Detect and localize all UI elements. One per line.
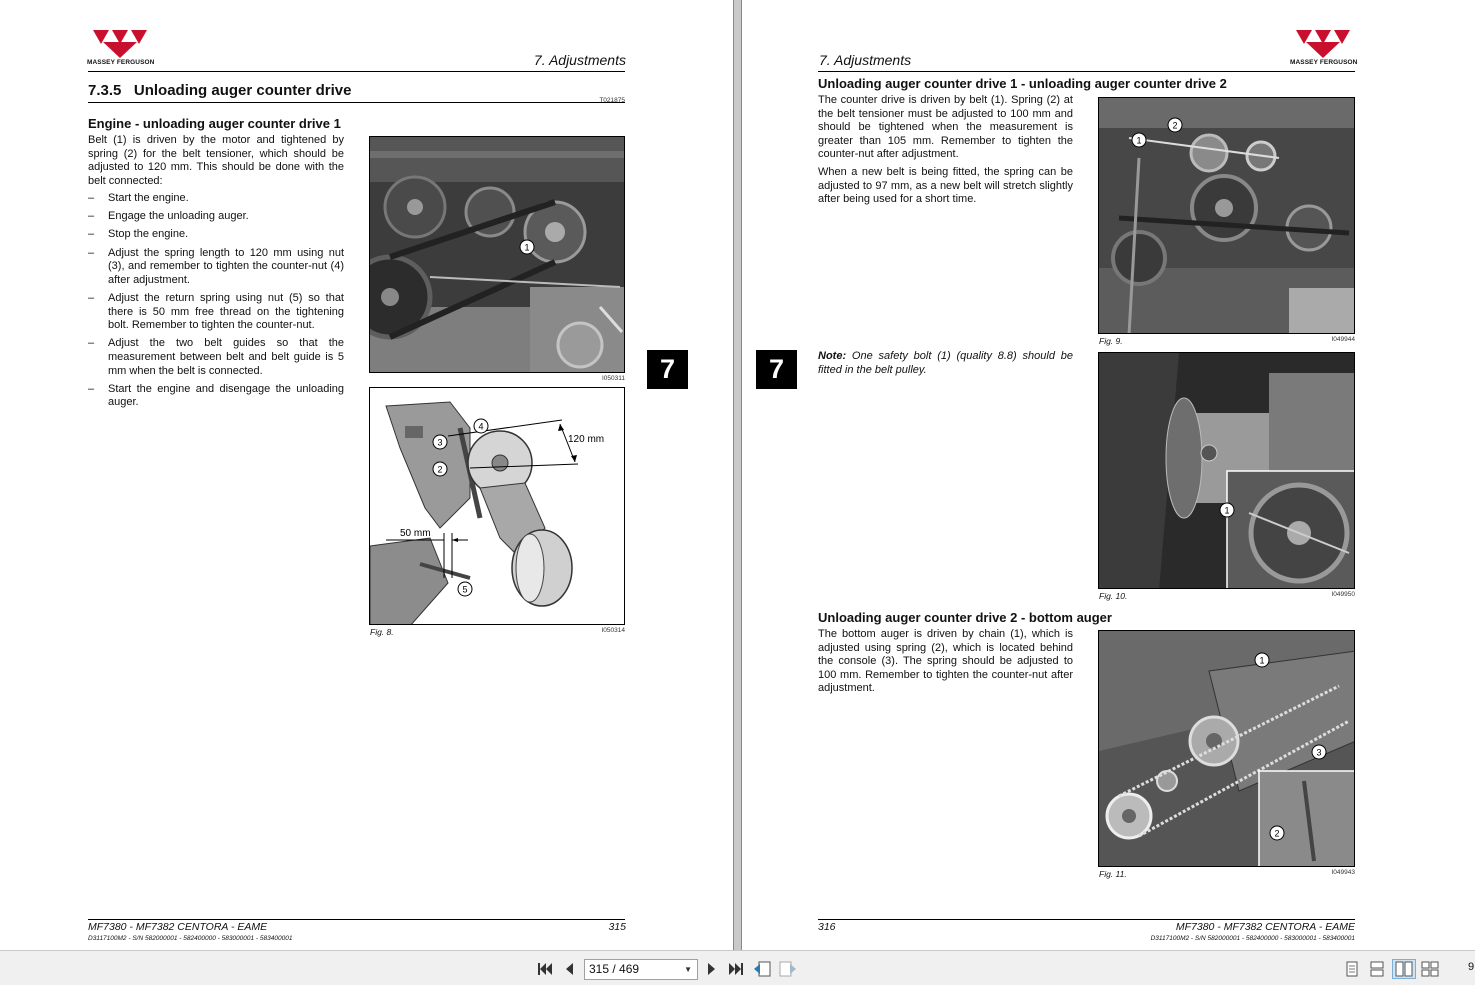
continuous-page-icon (1370, 961, 1384, 977)
single-page-icon (1346, 961, 1358, 977)
footer-rule (88, 919, 625, 920)
tensioner-diagram (369, 387, 625, 625)
footer-doc-number: D3117100M2 - S/N 582000001 - 582400000 - 583000001 - 583400001 (88, 935, 293, 942)
dash: – (88, 382, 95, 395)
page-gutter (733, 0, 742, 950)
figure-caption: Fig. 9. (1099, 336, 1123, 346)
belt-drive-photo (369, 136, 625, 373)
next-view-icon (779, 961, 797, 977)
sub-heading: Engine - unloading auger counter drive 1 (88, 116, 341, 131)
header-rule (88, 71, 625, 72)
diagram-callout: 5 (462, 584, 468, 595)
procedure-step (88, 247, 344, 288)
step-text: Adjust the spring length to 120 mm using nut (3), and remember to tighten the counter-nut (4) after adjustment. (108, 246, 344, 286)
sub-heading: Unloading auger counter drive 2 - bottom auger (818, 610, 1112, 625)
header-rule (818, 71, 1355, 72)
previous-page-icon (564, 962, 574, 976)
procedure-step (88, 228, 344, 242)
two-page-view-button[interactable] (1392, 959, 1416, 979)
footer-title: MF7380 - MF7382 CENTORA - EAME (88, 921, 268, 933)
step-text: Adjust the return spring using nut (5) so that there is 50 mm free thread on the tightening bolt. Remember to tighten the counter-nut. (108, 291, 344, 332)
step-text: Start the engine and disengage the unloading auger. (108, 382, 344, 409)
dash: – (88, 291, 95, 304)
dash: – (88, 192, 95, 204)
dash: – (88, 246, 95, 259)
figure-10-photo (1098, 352, 1355, 589)
figure-code: I049944 (1331, 336, 1355, 343)
procedure-step (88, 192, 344, 206)
procedure-step (88, 210, 344, 224)
paragraph: The bottom auger is driven by chain (1), which is adjusted using spring (2), which is located behind the console (3). The spring should be adjusted to 100 mm. Remember to tighten the counter-nut after adjustment. (818, 628, 1073, 695)
procedure-step (88, 337, 344, 378)
dimension-label-120: 120 mm (568, 434, 605, 445)
section-number: 7.3.5 (88, 82, 122, 99)
procedure-step (88, 292, 344, 333)
document-page-right (742, 0, 1475, 950)
footer-doc-number: D3117100M2 - S/N 582000001 - 582400000 - 583000001 - 583400001 (1150, 935, 1355, 942)
chapter-header: 7. Adjustments (533, 52, 626, 68)
belt-drive-photo-graphic (370, 137, 625, 373)
viewer-toolbar (0, 950, 1475, 985)
first-page-button[interactable] (535, 959, 555, 979)
figure-code: I050314 (601, 627, 625, 634)
single-page-view-button[interactable] (1342, 959, 1362, 979)
sub-heading: Unloading auger counter drive 1 - unloading auger counter drive 2 (818, 76, 1227, 91)
previous-view-icon (753, 961, 771, 977)
figure-caption: Fig. 11. (1099, 869, 1127, 879)
figure-9-graphic (1099, 98, 1355, 334)
dash: – (88, 337, 95, 350)
two-page-continuous-icon (1421, 961, 1439, 977)
go-forward-view-button[interactable] (778, 959, 798, 979)
logo-text: MASSEY FERGUSON (87, 59, 155, 66)
chapter-tab: 7 (756, 350, 797, 389)
diagram-callout: 3 (437, 437, 443, 448)
massey-ferguson-logo (87, 28, 153, 66)
triple-triangle-logo-icon (91, 28, 149, 58)
page-selector[interactable] (584, 959, 698, 980)
dimension-label-50: 50 mm (400, 528, 431, 539)
continuous-view-button[interactable] (1367, 959, 1387, 979)
last-page-icon (728, 962, 744, 976)
page-indicator: 315 / 469 (589, 962, 640, 976)
last-page-button[interactable] (726, 959, 746, 979)
step-text: Start the engine. (108, 192, 189, 204)
intro-paragraph: Belt (1) is driven by the motor and tightened by spring (2) for the belt tensioner, which should be adjusted to 120 mm. This should be done with the belt connected: (88, 134, 344, 187)
dash: – (88, 228, 95, 241)
massey-ferguson-logo (1290, 28, 1356, 66)
go-back-view-button[interactable] (752, 959, 772, 979)
figure-caption: Fig. 10. (1099, 591, 1128, 601)
first-page-icon (537, 962, 553, 976)
two-page-icon (1395, 961, 1413, 977)
paragraph: The counter drive is driven by belt (1). Spring (2) at the belt tensioner must be adjusted to 100 mm and should be tightened when the measurement is greater than 105 mm. Remember to tighten the counter-nut after adjustment. (818, 94, 1073, 161)
zoom-level-partial[interactable]: 9 (1468, 961, 1475, 973)
two-page-continuous-view-button[interactable] (1420, 959, 1440, 979)
paragraph: When a new belt is being fitted, the spring can be adjusted to 97 mm, as a new belt will stretch slightly after being used for a short time. (818, 166, 1073, 206)
triple-triangle-logo-icon (1294, 28, 1352, 58)
chapter-tab: 7 (647, 350, 688, 389)
section-code: T021875 (599, 97, 625, 104)
figure-code: I049943 (1331, 869, 1355, 876)
logo-text: MASSEY FERGUSON (1290, 59, 1358, 66)
dash: – (88, 210, 95, 223)
page-number: 315 (608, 921, 626, 933)
next-page-icon (707, 962, 717, 976)
figure-callout: 1 (1259, 655, 1265, 666)
tensioner-diagram-graphic (370, 388, 625, 625)
figure-11-graphic (1099, 631, 1355, 867)
section-title: Unloading auger counter drive (133, 82, 352, 99)
previous-page-button[interactable] (559, 959, 579, 979)
note-text: One safety bolt (1) (quality 8.8) should be fitted in the belt pulley. (818, 350, 1073, 376)
figure-10-graphic (1099, 353, 1355, 589)
figure-callout: 2 (1274, 828, 1280, 839)
figure-callout: 2 (1172, 120, 1178, 131)
procedure-step (88, 383, 344, 410)
diagram-callout: 2 (437, 464, 443, 475)
footer-title: MF7380 - MF7382 CENTORA - EAME (1175, 921, 1355, 933)
note-label: Note: (818, 350, 847, 362)
photo-code: I050311 (601, 375, 625, 382)
chapter-header: 7. Adjustments (819, 52, 912, 68)
next-page-button[interactable] (702, 959, 722, 979)
figure-9-photo (1098, 97, 1355, 334)
photo-callout: 1 (524, 242, 530, 253)
figure-caption: Fig. 8. (370, 627, 394, 637)
figure-code: I049950 (1331, 591, 1355, 598)
footer-rule (818, 919, 1355, 920)
page-number: 316 (818, 921, 836, 933)
step-text: Stop the engine. (108, 228, 189, 241)
note (818, 350, 1073, 377)
section-heading (88, 82, 351, 99)
step-text: Engage the unloading auger. (108, 210, 249, 223)
step-text: Adjust the two belt guides so that the measurement between belt and belt guide is 5 mm when the belt is connected. (108, 337, 344, 377)
procedure-steps (88, 192, 344, 414)
figure-callout: 1 (1136, 135, 1142, 146)
dropdown-arrow-icon: ▼ (684, 965, 692, 974)
section-rule (88, 102, 625, 103)
diagram-callout: 4 (478, 421, 484, 432)
figure-callout: 3 (1316, 747, 1322, 758)
figure-callout: 1 (1224, 505, 1230, 516)
document-page-left (0, 0, 733, 950)
figure-11-photo (1098, 630, 1355, 867)
